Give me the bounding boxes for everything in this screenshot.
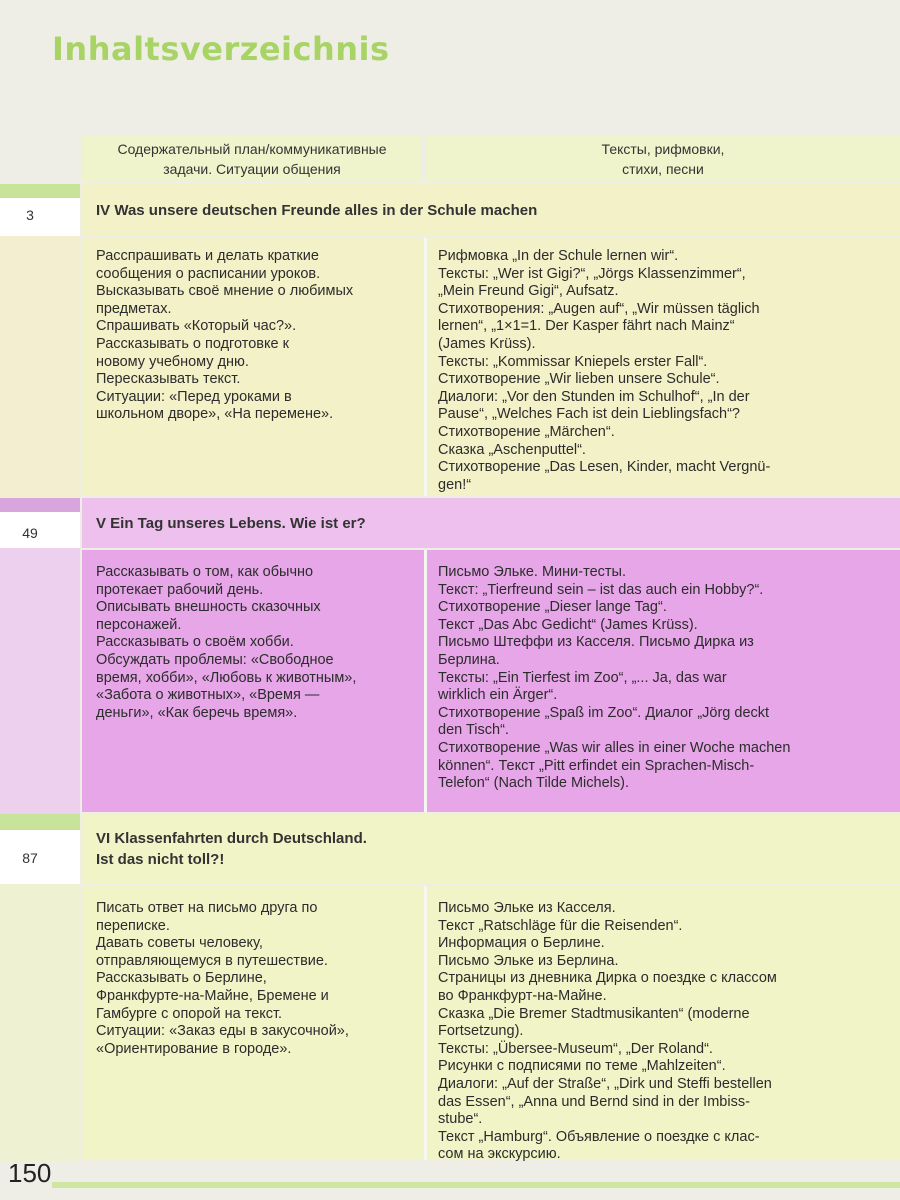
text-line: Диалоги: „Auf der Straße“, „Dirk und Steffi bestellen	[438, 1075, 772, 1092]
text-line: время, хобби», «Любовь к животным»,	[96, 669, 357, 686]
header-left-line: Содержательный план/коммуникативные	[117, 141, 387, 157]
text-line: Пересказывать текст.	[96, 371, 241, 388]
section-page-number: 87	[22, 850, 38, 866]
text-line: Спрашивать «Который час?».	[96, 318, 297, 335]
header-right-line: Тексты, рифмовки,	[601, 141, 725, 157]
margin-strip	[0, 884, 80, 1162]
text-line: Описывать внешность сказочных	[96, 599, 321, 616]
text-line: Письмо Эльке. Мини-тесты.	[438, 564, 626, 580]
text-line: Рифмовка „In der Schule lernen wir“.	[438, 248, 679, 264]
text-line: Текст „Hamburg“. Объявление о поездке с клас-	[438, 1128, 760, 1145]
section-title: IV Was unsere deutschen Freunde alles in der Schule machen	[96, 202, 538, 219]
text-line: Рисунки с подписями по теме „Mahlzeiten“.	[438, 1058, 726, 1075]
text-line: den Tisch“.	[438, 722, 509, 739]
section-page-number: 3	[26, 207, 34, 223]
section-title-bar	[82, 814, 900, 884]
page-number: 150	[8, 1158, 52, 1188]
text-line: «Забота о животных», «Время —	[96, 687, 320, 704]
text-line: протекает рабочий день.	[96, 581, 264, 598]
column-divider	[424, 886, 427, 1160]
text-line: lernen“, „1×1=1. Der Kasper fährt nach Mainz“	[438, 318, 735, 335]
text-line: Стихотворение „Spaß im Zoo“. Диалог „Jörg deckt	[438, 704, 770, 721]
header-right-cell	[426, 136, 900, 182]
text-line: Гамбурге с опорой на текст.	[96, 1005, 283, 1022]
section-title: VI Klassenfahrten durch Deutschland.	[96, 830, 367, 847]
text-line: stube“.	[438, 1111, 483, 1128]
text-line: Fortsetzung).	[438, 1023, 524, 1040]
text-line: деньги», «Как беречь время».	[96, 704, 298, 721]
footer-bar	[52, 1182, 900, 1188]
text-line: Рассказывать о Берлине,	[96, 970, 267, 987]
text-line: Рассказывать о своём хобби.	[96, 634, 294, 651]
texts-list	[438, 248, 858, 496]
text-line: школьном дворе», «На перемене».	[96, 406, 334, 423]
text-line: Текст „Das Abc Gedicht“ (James Krüss).	[438, 616, 698, 633]
text-line: Текст: „Tierfreund sein – ist das auch ein Hobby?“.	[438, 581, 764, 598]
text-line: (James Krüss).	[438, 335, 536, 352]
text-line: Стихотворение „Was wir alles in einer Woche machen	[438, 739, 791, 756]
text-line: Сказка „Aschenputtel“.	[438, 441, 586, 458]
text-line: Pause“, „Welches Fach ist dein Lieblingsfach“?	[438, 406, 740, 423]
text-line: сообщения о расписании уроков.	[96, 265, 321, 282]
column-divider	[424, 238, 427, 496]
header-left-line: задачи. Ситуации общения	[163, 161, 341, 177]
text-line: Стихотворение „Dieser lange Tag“.	[438, 599, 667, 616]
text-line: Письмо Эльке из Касселя.	[438, 900, 616, 916]
text-line: отправляющемуся в путешествие.	[96, 952, 328, 969]
text-line: Тексты: „Ein Tierfest im Zoo“, „... Ja, das war	[438, 669, 727, 686]
header-right-line: стихи, песни	[622, 161, 704, 177]
margin-strip	[0, 498, 80, 512]
margin-strip	[0, 184, 80, 198]
text-line: Письмо Эльке из Берлина.	[438, 952, 619, 969]
header-left-cell	[82, 136, 422, 182]
text-line: Стихотворение „Märchen“.	[438, 423, 615, 440]
section-content	[82, 238, 900, 496]
text-line: новому учебному дню.	[96, 353, 249, 370]
texts-list	[438, 564, 858, 812]
margin-strip	[0, 236, 80, 498]
section-content	[82, 886, 900, 1163]
text-line: переписке.	[96, 917, 170, 934]
text-line: предметах.	[96, 300, 172, 317]
page-title: Inhaltsverzeichnis	[52, 30, 390, 68]
text-line: сом на экскурсию.	[438, 1146, 561, 1163]
margin-strip	[0, 814, 80, 830]
text-line: Telefon“ (Nach Tilde Michels).	[438, 775, 629, 792]
text-line: Сказка „Die Bremer Stadtmusikanten“ (moderne	[438, 1005, 750, 1022]
margin-strip	[0, 548, 80, 814]
text-line: Тексты: „Wer ist Gigi?“, „Jörgs Klassenzimmer“,	[438, 265, 746, 282]
text-line: Ситуации: «Заказ еды в закусочной»,	[96, 1023, 349, 1040]
text-line: «Ориентирование в городе».	[96, 1040, 292, 1057]
text-line: Расспрашивать и делать краткие	[96, 248, 319, 264]
text-line: Текст „Ratschläge für die Reisenden“.	[438, 917, 683, 934]
communication-tasks	[96, 564, 416, 812]
text-line: персонажей.	[96, 616, 182, 633]
text-line: Давать советы человеку,	[96, 935, 263, 952]
section-title-bar	[82, 498, 900, 548]
section-title: V Ein Tag unseres Lebens. Wie ist er?	[96, 515, 366, 532]
text-line: das Essen“, „Anna und Bernd sind in der Imbiss-	[438, 1093, 750, 1110]
text-line: wirklich ein Ärger“.	[438, 687, 558, 704]
text-line: Стихотворение „Wir lieben unsere Schule“.	[438, 371, 720, 388]
text-line: Обсуждать проблемы: «Свободное	[96, 651, 334, 668]
text-line: Писать ответ на письмо друга по	[96, 900, 318, 916]
text-line: Берлина.	[438, 651, 500, 668]
text-line: Высказывать своё мнение о любимых	[96, 283, 354, 300]
text-line: können“. Текст „Pitt erfindet ein Sprachen-Misch-	[438, 757, 755, 774]
communication-tasks	[96, 900, 416, 1160]
text-line: „Mein Freund Gigi“, Aufsatz.	[438, 283, 619, 300]
text-line: Стихотворение „Das Lesen, Kinder, macht Vergnü-	[438, 459, 771, 476]
text-line: Ситуации: «Перед уроками в	[96, 388, 292, 405]
text-line: Тексты: „Übersee-Museum“, „Der Roland“.	[438, 1040, 713, 1057]
section-page-number: 49	[22, 525, 38, 541]
texts-list	[438, 900, 858, 1163]
column-divider	[424, 550, 427, 812]
section-title-bar	[82, 184, 900, 236]
section-title: Ist das nicht toll?!	[96, 851, 225, 868]
text-line: Письмо Штеффи из Касселя. Письмо Дирка из	[438, 634, 754, 651]
text-line: Тексты: „Kommissar Kniepels erster Fall“.	[438, 353, 708, 370]
communication-tasks	[96, 248, 416, 496]
text-line: во Франкфурт-на-Майне.	[438, 987, 607, 1004]
text-line: Стихотворения: „Augen auf“, „Wir müssen täglich	[438, 300, 760, 317]
text-line: gen!“	[438, 476, 472, 493]
text-line: Франкфурте-на-Майне, Бремене и	[96, 987, 329, 1004]
text-line: Диалоги: „Vor den Stunden im Schulhof“, „In der	[438, 388, 750, 405]
text-line: Информация о Берлине.	[438, 935, 605, 952]
text-line: Рассказывать о том, как обычно	[96, 564, 314, 580]
text-line: Рассказывать о подготовке к	[96, 335, 289, 352]
text-line: Страницы из дневника Дирка о поездке с классом	[438, 970, 777, 987]
section-content	[82, 550, 900, 812]
